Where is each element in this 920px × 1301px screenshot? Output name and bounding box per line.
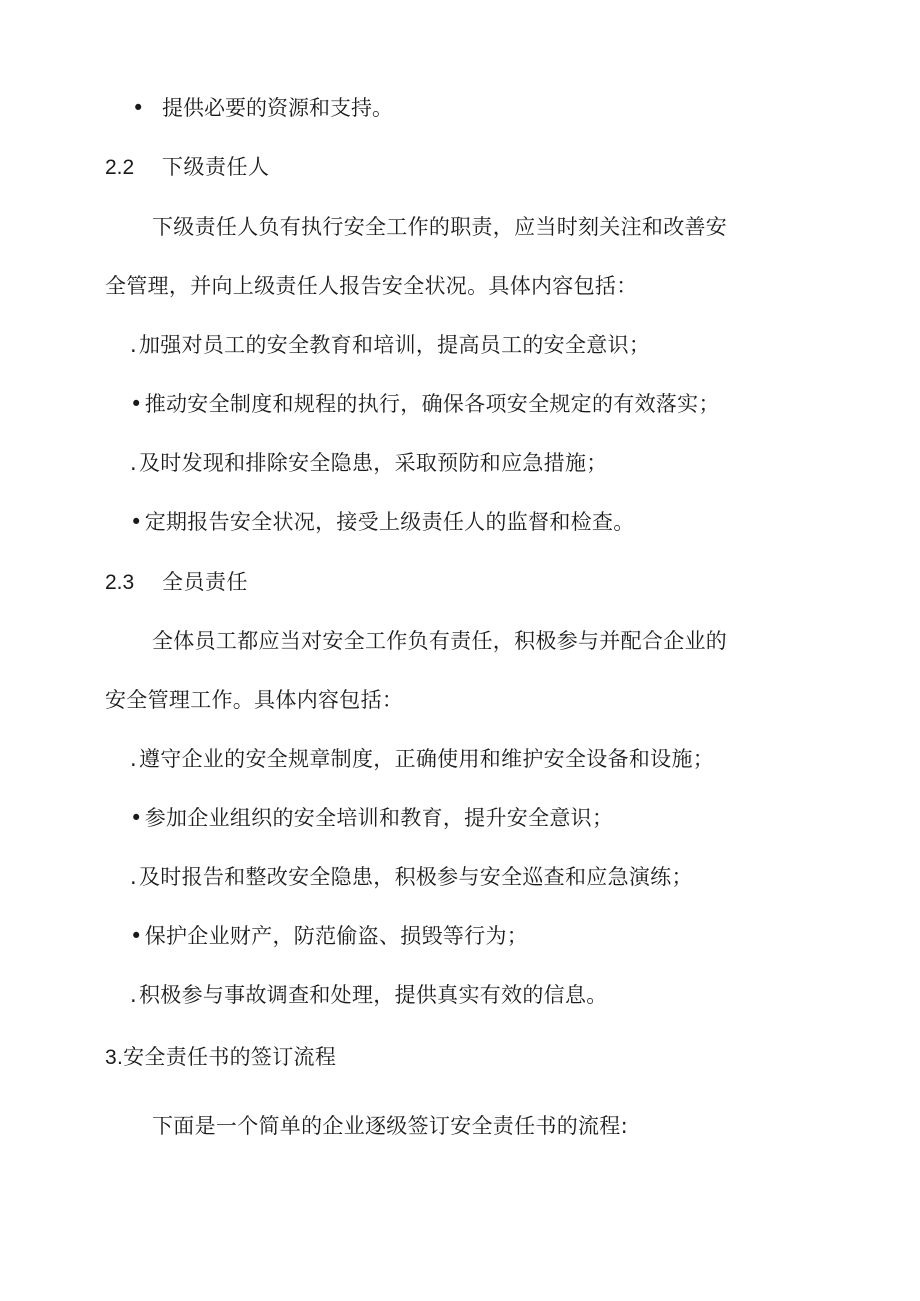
section-number: 3. (105, 1046, 124, 1069)
list-item (130, 508, 635, 536)
list-item (130, 331, 650, 359)
list-item (130, 863, 693, 891)
section-number: 2.3 (105, 571, 135, 594)
section-title: 下级责任人 (162, 155, 270, 179)
section-heading-2-2 (105, 153, 270, 182)
list-item (130, 449, 608, 477)
list-item-text: 提供必要的资源和支持。 (162, 96, 393, 120)
list-marker: . (130, 865, 137, 889)
list-marker: . (130, 983, 137, 1007)
section-heading-3 (105, 1043, 336, 1072)
list-item-text: 定期报告安全状况，接受上级责任人的监督和检查。 (144, 510, 635, 534)
list-item (130, 922, 528, 950)
section-heading-2-3 (105, 568, 248, 597)
list-item-text: 保护企业财产，防范偷盗、损毁等行为； (144, 924, 529, 948)
list-item (130, 745, 714, 773)
list-item-text: 遵守企业的安全规章制度，正确使用和维护安全设备和设施； (138, 747, 715, 771)
list-item (130, 981, 608, 1009)
list-item-text: 及时发现和排除安全隐患，采取预防和应急措施； (138, 451, 608, 475)
list-item-text: 积极参与事故调查和处理，提供真实有效的信息。 (138, 983, 608, 1007)
paragraph-line: 下面是一个简单的企业逐级签订安全责任书的流程: (152, 1114, 628, 1138)
list-marker: . (130, 747, 137, 771)
paragraph-line: 下级责任人负有执行安全工作的职责，应当时刻关注和改善安 (152, 215, 728, 239)
section-number: 2.2 (105, 156, 135, 179)
list-item-text: 及时报告和整改安全隐患，积极参与安全巡查和应急演练； (138, 865, 693, 889)
paragraph-line: 全体员工都应当对安全工作负有责任，积极参与并配合企业的 (152, 629, 728, 653)
list-item (130, 804, 613, 832)
section-title: 全员责任 (162, 570, 248, 594)
list-marker: • (130, 510, 143, 534)
bullet-marker: • (132, 96, 145, 120)
paragraph-line: 全管理，并向上级责任人报告安全状况。具体内容包括： (105, 274, 638, 298)
list-item-text: 推动安全制度和规程的执行，确保各项安全规定的有效落实； (144, 392, 720, 416)
list-item (132, 94, 393, 122)
section-title: 安全责任书的签订流程 (123, 1045, 337, 1069)
list-item-text: 参加企业组织的安全培训和教育，提升安全意识； (144, 806, 614, 830)
list-marker: • (130, 392, 143, 416)
list-marker: • (130, 924, 143, 948)
list-item (130, 390, 720, 418)
list-item-text: 加强对员工的安全教育和培训，提高员工的安全意识； (138, 333, 651, 357)
list-marker: • (130, 806, 143, 830)
list-marker: . (130, 451, 137, 475)
paragraph-line: 安全管理工作。具体内容包括： (105, 688, 404, 712)
list-marker: . (130, 333, 137, 357)
